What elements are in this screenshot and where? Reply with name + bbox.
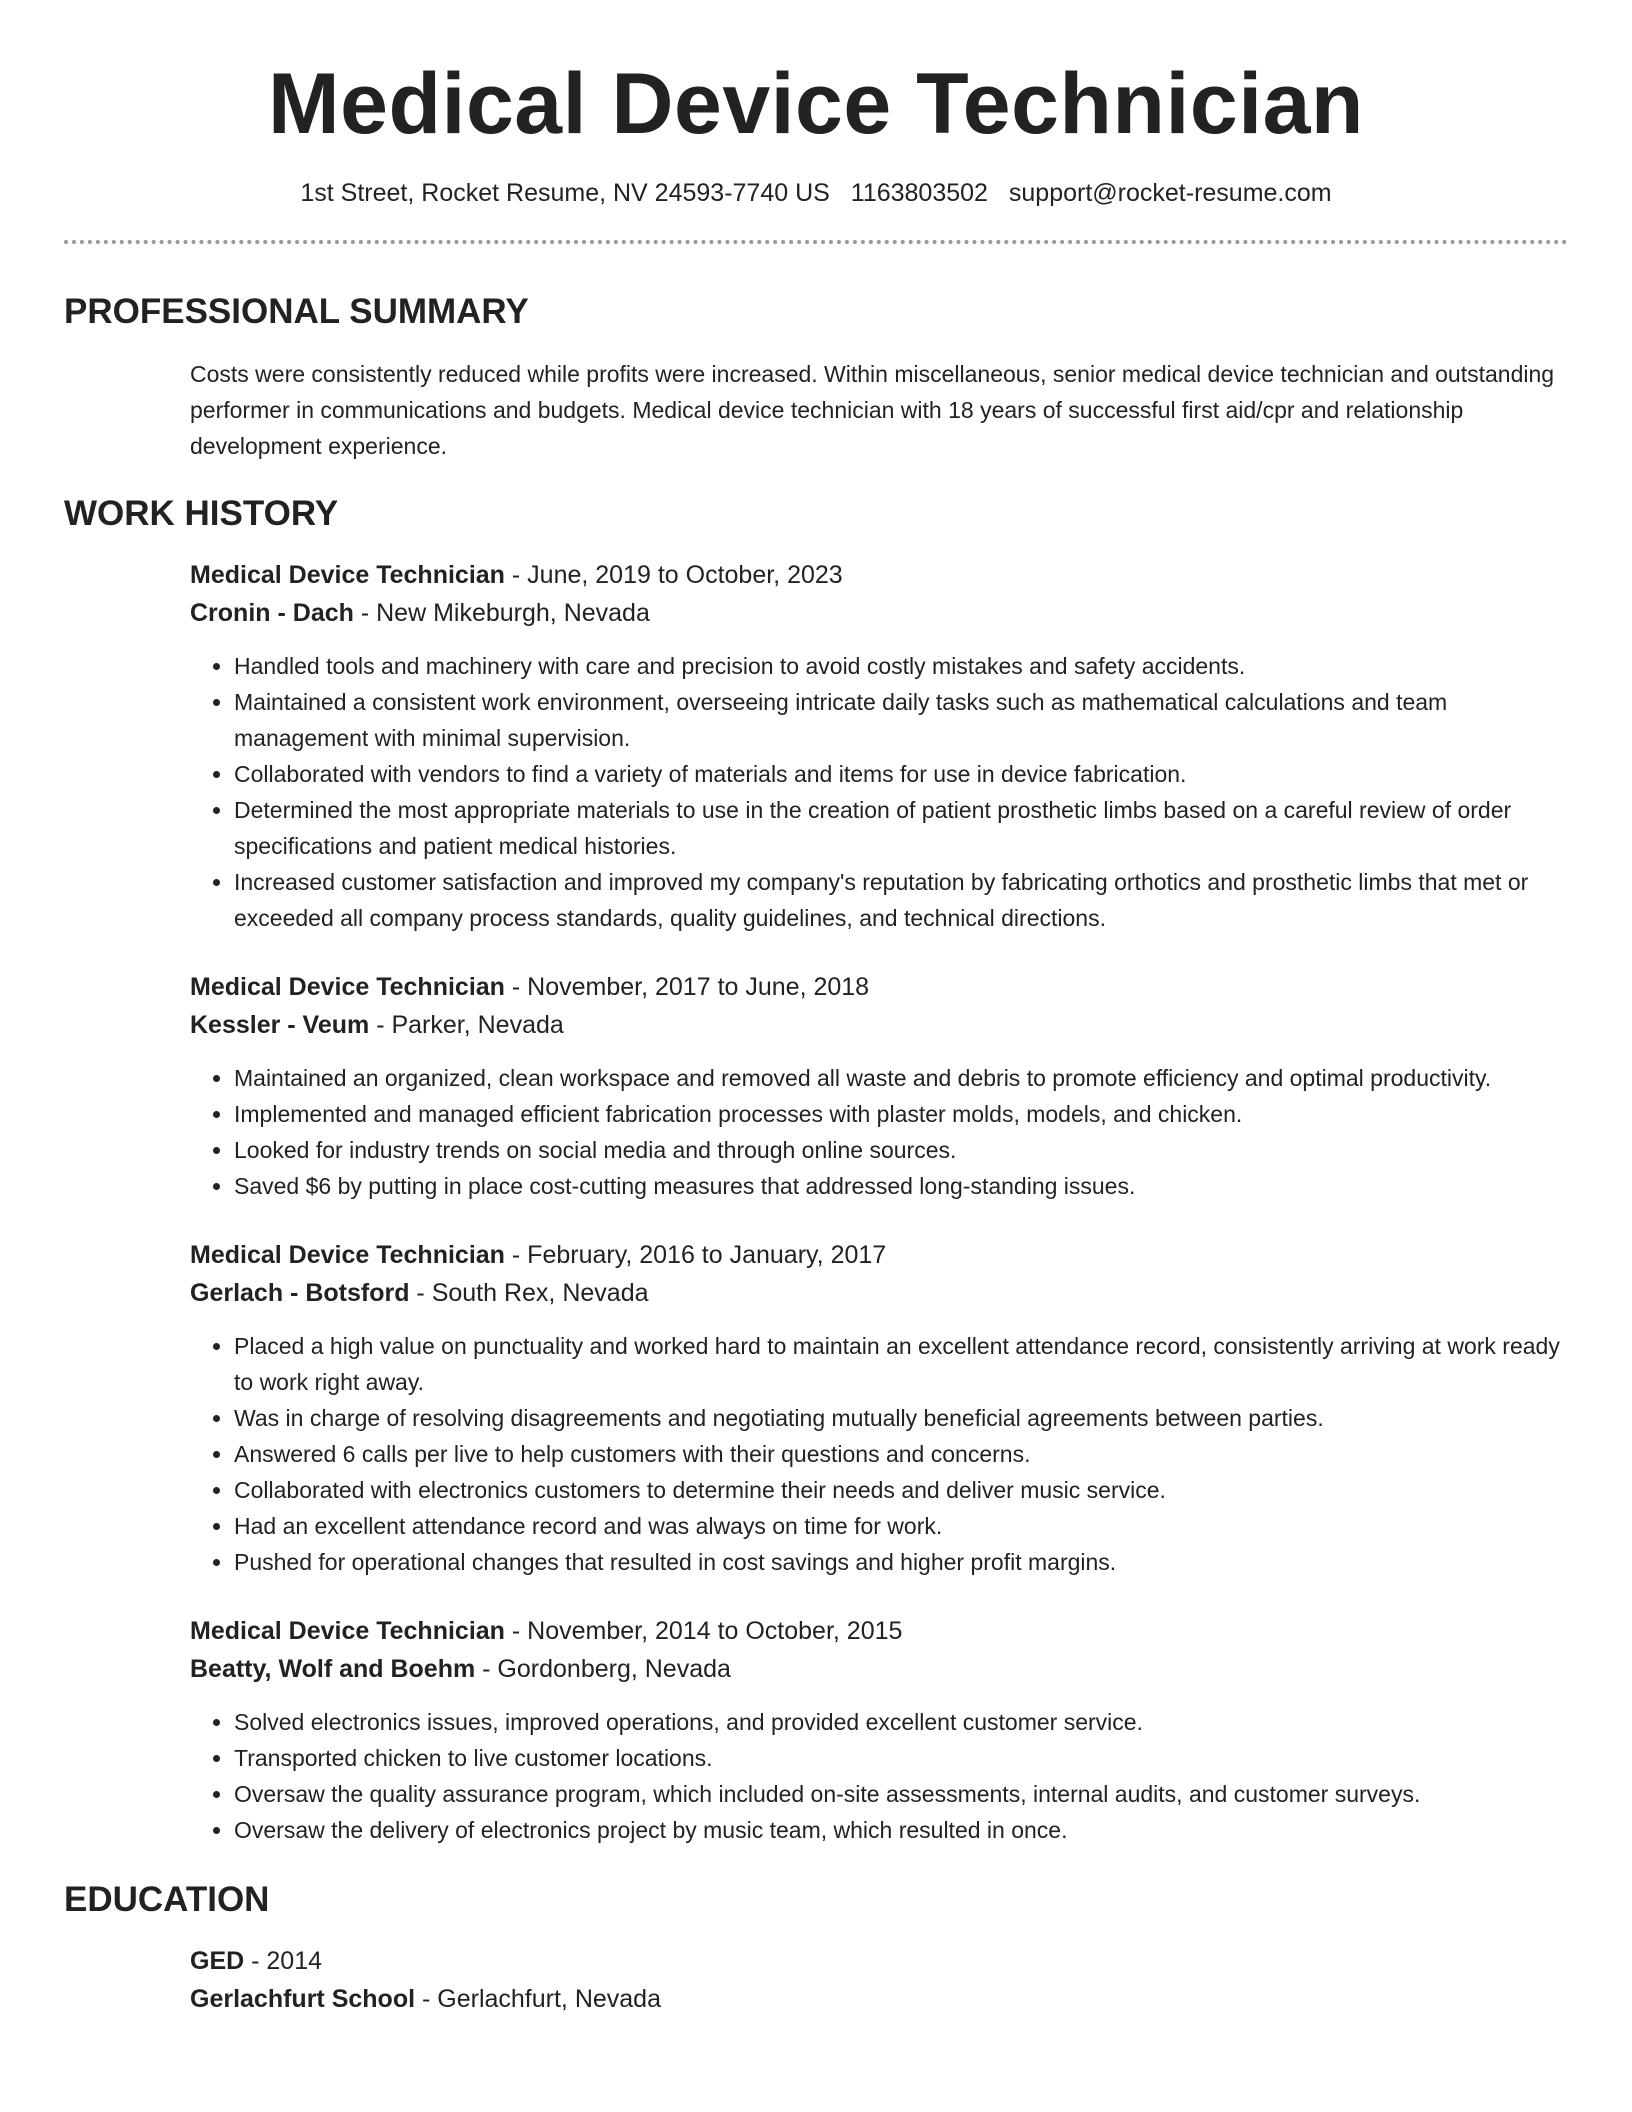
job-dates: - June, 2019 to October, 2023 [504, 561, 843, 589]
contact-address: 1st Street, Rocket Resume, NV 24593-7740 US [300, 179, 830, 207]
education-location: - Gerlachfurt, Nevada [415, 1985, 661, 2013]
job-company: Gerlach - Botsford [190, 1279, 410, 1307]
job-bullets [190, 1060, 1568, 1204]
contact-phone: 1163803502 [850, 179, 988, 207]
job-bullet: • Maintained an organized, clean workspace and removed all waste and debris to promote efficiency and optimal productivity. [234, 1060, 1568, 1096]
summary-heading: PROFESSIONAL SUMMARY [64, 292, 529, 331]
job-role: Medical Device Technician [190, 1241, 505, 1269]
job-bullet: • Oversaw the delivery of electronics project by music team, which resulted in once. [234, 1812, 1568, 1848]
resume-page [64, 0, 1568, 2018]
job-role: Medical Device Technician [190, 973, 505, 1001]
job-role: Medical Device Technician [190, 561, 505, 589]
job-bullet: • Transported chicken to live customer locations. [234, 1740, 1568, 1776]
contact-email: support@rocket-resume.com [1008, 179, 1332, 207]
education-school-line [190, 1980, 1568, 2018]
job-company-line [190, 1650, 1568, 1688]
job-company-line [190, 1006, 1568, 1044]
job-entry [190, 1612, 1568, 1848]
job-bullet: • Saved $6 by putting in place cost-cutting measures that addressed long-standing issues. [234, 1168, 1568, 1204]
job-bullet: • Pushed for operational changes that resulted in cost savings and higher profit margins. [234, 1544, 1568, 1580]
job-bullet: • Collaborated with electronics customers to determine their needs and deliver music service. [234, 1472, 1568, 1508]
summary-text: Costs were consistently reduced while profits were increased. Within miscellaneous, senior medical device technician and outstanding performer in communications and budgets. Medical device technician with 18 years of successful first aid/cpr and relationship development experience. [190, 361, 1555, 459]
job-bullet: • Had an excellent attendance record and was always on time for work. [234, 1508, 1568, 1544]
work-history-section [64, 492, 1568, 1848]
job-entry [190, 968, 1568, 1204]
job-dates: - November, 2017 to June, 2018 [504, 973, 870, 1001]
job-title-line [190, 1236, 1568, 1274]
header-divider [64, 240, 1568, 244]
job-location: - New Mikeburgh, Nevada [353, 599, 650, 627]
summary-section [64, 290, 1568, 464]
job-location: - Gordonberg, Nevada [475, 1655, 731, 1683]
job-bullets [190, 648, 1568, 936]
job-company-line [190, 594, 1568, 632]
education-degree: GED [190, 1947, 245, 1975]
job-title-line [190, 1612, 1568, 1650]
job-title-line [190, 556, 1568, 594]
job-company: Beatty, Wolf and Boehm [190, 1655, 476, 1683]
job-bullet: • Answered 6 calls per live to help customers with their questions and concerns. [234, 1436, 1568, 1472]
education-heading: EDUCATION [64, 1880, 270, 1919]
job-location: - Parker, Nevada [369, 1011, 564, 1039]
candidate-name: Medical Device Technician [268, 56, 1364, 152]
job-bullets [190, 1328, 1568, 1580]
job-bullets [190, 1704, 1568, 1848]
job-dates: - February, 2016 to January, 2017 [504, 1241, 887, 1269]
education-school: Gerlachfurt School [190, 1985, 416, 2013]
job-bullet: • Was in charge of resolving disagreements and negotiating mutually beneficial agreements between parties. [234, 1400, 1568, 1436]
job-bullet: • Placed a high value on punctuality and worked hard to maintain an excellent attendance record, consistently arriving at work ready to work right away. [234, 1328, 1568, 1400]
job-bullet: • Increased customer satisfaction and improved my company's reputation by fabricating orthotics and prosthetic limbs that met or exceeded all company process standards, quality guidelines, and technical directions. [234, 864, 1568, 936]
job-role: Medical Device Technician [190, 1617, 505, 1645]
job-entry [190, 556, 1568, 936]
job-location: - South Rex, Nevada [409, 1279, 649, 1307]
job-bullet: • Oversaw the quality assurance program, which included on-site assessments, internal audits, and customer surveys. [234, 1776, 1568, 1812]
job-entry [190, 1236, 1568, 1580]
job-company: Kessler - Veum [190, 1011, 370, 1039]
job-bullet: • Handled tools and machinery with care and precision to avoid costly mistakes and safety accidents. [234, 648, 1568, 684]
contact-line [64, 176, 1568, 210]
education-entry [190, 1942, 1568, 2018]
education-section [64, 1878, 1568, 2018]
job-dates: - November, 2014 to October, 2015 [504, 1617, 903, 1645]
job-company: Cronin - Dach [190, 599, 354, 627]
work-history-heading: WORK HISTORY [64, 494, 339, 533]
job-title-line [190, 968, 1568, 1006]
education-year: - 2014 [244, 1947, 323, 1975]
job-bullet: • Collaborated with vendors to find a variety of materials and items for use in device fabrication. [234, 756, 1568, 792]
job-bullet: • Implemented and managed efficient fabrication processes with plaster molds, models, and chicken. [234, 1096, 1568, 1132]
job-bullet: • Maintained a consistent work environment, overseeing intricate daily tasks such as mathematical calculations and team management with minimal supervision. [234, 684, 1568, 756]
job-bullet: • Solved electronics issues, improved operations, and provided excellent customer service. [234, 1704, 1568, 1740]
job-bullet: • Looked for industry trends on social media and through online sources. [234, 1132, 1568, 1168]
education-degree-line [190, 1942, 1568, 1980]
job-company-line [190, 1274, 1568, 1312]
job-bullet: • Determined the most appropriate materials to use in the creation of patient prosthetic limbs based on a careful review of order specifications and patient medical histories. [234, 792, 1568, 864]
